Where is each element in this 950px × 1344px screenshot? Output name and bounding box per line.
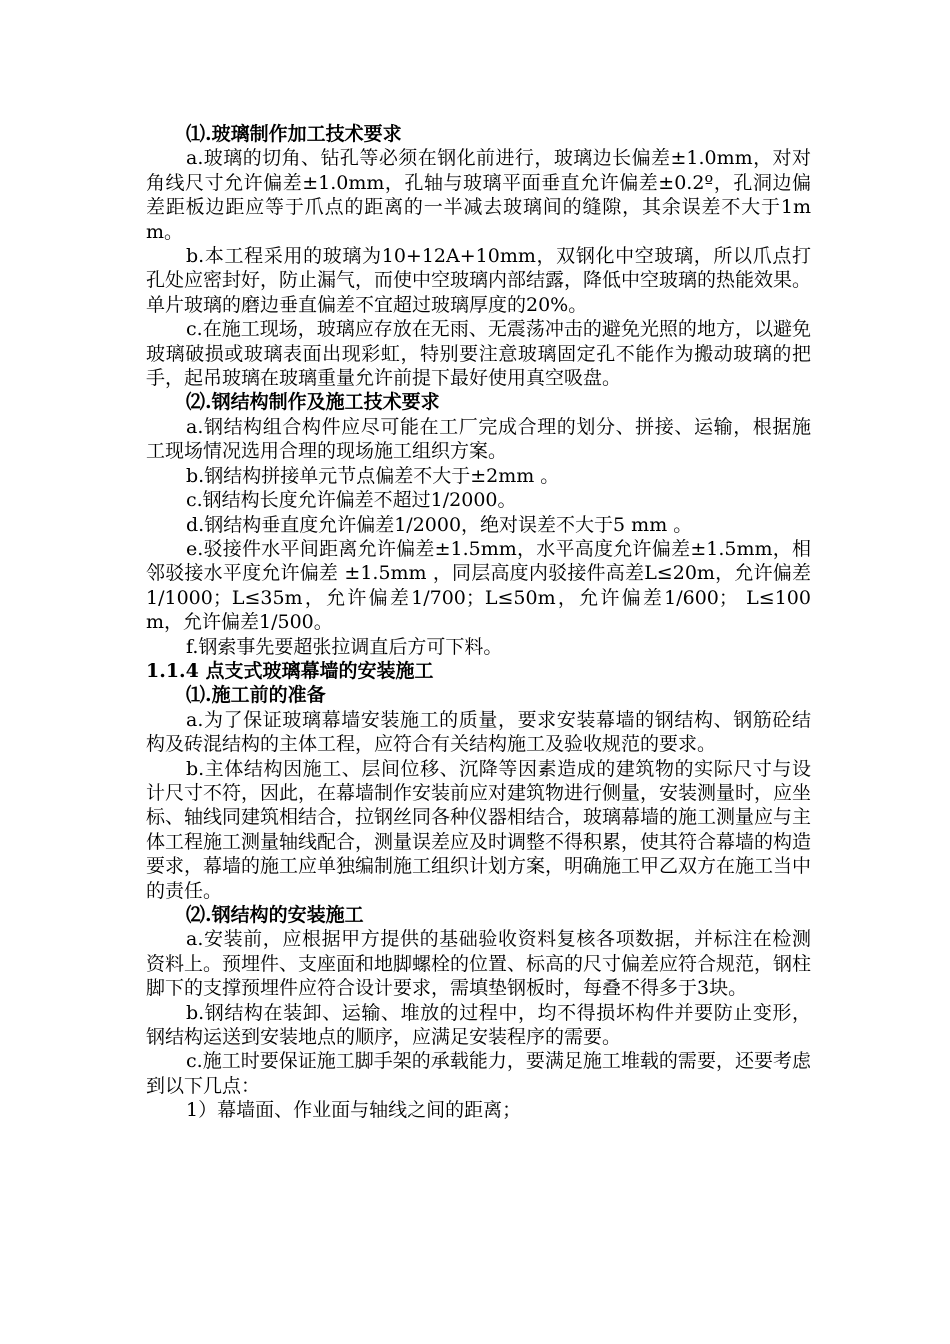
document-page	[146, 122, 811, 1123]
paragraph: c.在施工现场，玻璃应存放在无雨、无震荡冲击的避免光照的地方，以避免玻璃破损或玻璃表面出现彩虹，特别要注意玻璃固定孔不能作为搬动玻璃的把手，起吊玻璃在玻璃重量允许前提下最好使用真空吸盘。	[146, 318, 811, 390]
section-heading-glass: ⑴.玻璃制作加工技术要求	[186, 123, 402, 145]
paragraph: b.本工程采用的玻璃为10+12A+10mm，双钢化中空玻璃，所以爪点打孔处应密封好，防止漏气，而使中空玻璃内部结露，降低中空玻璃的热能效果。单片玻璃的磨边垂直偏差不宜超过玻璃厚度的20%。	[146, 245, 812, 316]
paragraph: b.主体结构因施工、层间位移、沉降等因素造成的建筑物的实际尺寸与设计尺寸不符，因此，在幕墙制作安装前应对建筑物进行侧量，安装测量时，应坐标、轴线同建筑相结合，拉钢丝同各种仪器相结合，玻璃幕墙的施工测量应与主体工程施工测量轴线配合，测量误差应及时调整不得积累，使其符合幕墙的构造要求，幕墙的施工应单独编制施工组织计划方案，明确施工甲乙双方在施工当中的责任。	[146, 757, 812, 902]
paragraph: a.安装前，应根据甲方提供的基础验收资料复核各项数据，并标注在检测资料上。预埋件、支座面和地脚螺栓的位置、标高的尺寸偏差应符合规范，钢柱脚下的支撑预埋件应符合设计要求，需填垫钢板时，每叠不得多于3块。	[146, 928, 812, 1000]
section-heading-preparation: ⑴.施工前的准备	[186, 684, 326, 707]
section-heading-steel-install: ⑵.钢结构的安装施工	[186, 904, 364, 926]
paragraph: c.钢结构长度允许偏差不超过1/2000。	[186, 489, 517, 512]
paragraph: b.钢结构在装卸、运输、堆放的过程中，均不得损坏构件并要防止变形，钢结构运送到安装地点的顺序，应满足安装程序的需要。	[146, 1001, 811, 1049]
paragraph: e.驳接件水平间距离允许偏差±1.5mm，水平高度允许偏差±1.5mm，相邻驳接水平度允许偏差 ±1.5mm ，同层高度内驳接件高差L≤20m，允许偏差1/1000；L≤35m，允许偏差1/700；L≤50m，允许偏差1/600； L≤100m，允许偏差1/500。	[146, 537, 811, 634]
section-heading-steel: ⑵.钢结构制作及施工技术要求	[186, 391, 440, 414]
paragraph: a.钢结构组合构件应尽可能在工厂完成合理的划分、拼接、运输，根据施工现场情况选用合理的现场施工组织方案。	[146, 415, 811, 463]
paragraph: b.钢结构拼接单元节点偏差不大于±2mm 。	[186, 464, 560, 487]
list-item: 1）幕墙面、作业面与轴线之间的距离；	[186, 1099, 522, 1122]
paragraph: d.钢结构垂直度允许偏差1/2000，绝对误差不大于5 mm 。	[186, 513, 693, 536]
paragraph: a.玻璃的切角、钻孔等必须在钢化前进行，玻璃边长偏差±1.0mm，对对角线尺寸允许偏差±1.0mm，孔轴与玻璃平面垂直允许偏差±0.2º，孔洞边偏差距板边距应等于爪点的距离的一半减去玻璃间的缝隙，其余误差不大于1mm。	[146, 147, 811, 243]
paragraph: f.钢索事先要超张拉调直后方可下料。	[186, 635, 503, 658]
paragraph: c.施工时要保证施工脚手架的承载能力，要满足施工堆载的需要，还要考虑到以下几点：	[146, 1050, 811, 1097]
paragraph: a.为了保证玻璃幕墙安装施工的质量，要求安装幕墙的钢结构、钢筋砼结构及砖混结构的主体工程，应符合有关结构施工及验收规范的要求。	[146, 708, 811, 756]
chapter-heading: 1.1.4 点支式玻璃幕墙的安装施工	[146, 659, 434, 682]
